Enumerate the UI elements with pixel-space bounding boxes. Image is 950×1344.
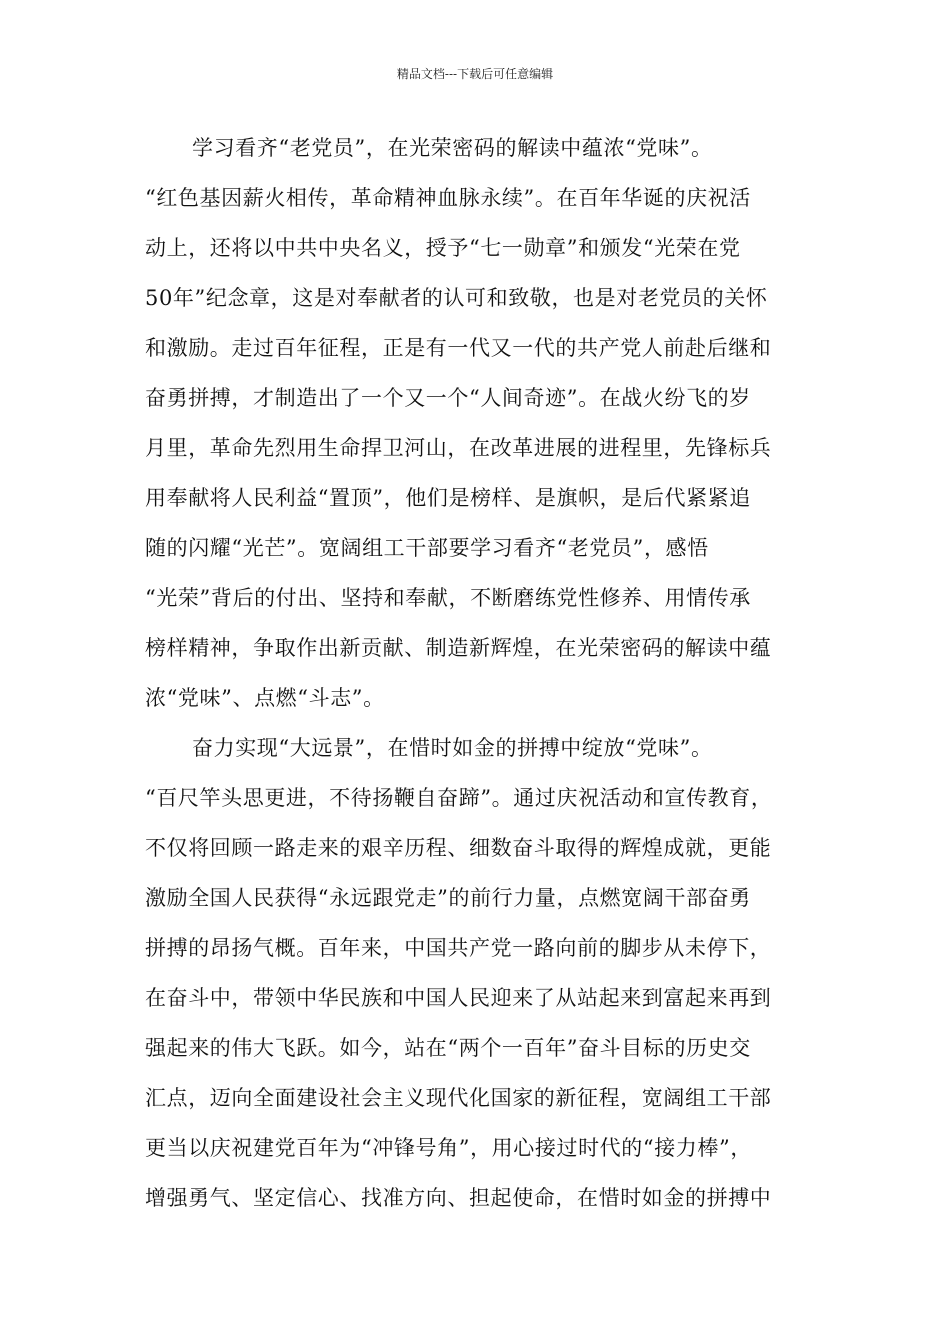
paragraph-1-line-7: 月里，革命先烈用生命捍卫河山，在改革进展的进程里，先锋标兵 bbox=[145, 436, 772, 460]
paragraph-2-line-7: 强起来的伟大飞跃。如今，站在“两个一百年”奋斗目标的历史交 bbox=[145, 1036, 751, 1060]
paragraph-2-line-1: 奋力实现“大远景”，在惜时如金的拼搏中绽放“党味”。 bbox=[192, 736, 713, 760]
paragraph-1-line-10: “光荣”背后的付出、坚持和奉献，不断磨练党性修养、用情传承 bbox=[145, 586, 751, 610]
paragraph-1-line-3: 动上，还将以中共中央名义，授予“七一勋章”和颁发“光荣在党 bbox=[145, 236, 741, 260]
paragraph-1-line-11: 榜样精神，争取作出新贡献、制造新辉煌，在光荣密码的解读中蕴 bbox=[145, 636, 772, 660]
paragraph-2-line-4: 激励全国人民获得“永远跟党走”的前行力量，点燃宽阔干部奋勇 bbox=[145, 886, 751, 910]
paragraph-1-line-2: “红色基因薪火相传，革命精神血脉永续”。在百年华诞的庆祝活 bbox=[145, 186, 751, 210]
paragraph-1-line-9: 随的闪耀“光芒”。宽阔组工干部要学习看齐“老党员”，感悟 bbox=[145, 536, 709, 560]
paragraph-1-line-1: 学习看齐“老党员”，在光荣密码的解读中蕴浓“党味”。 bbox=[192, 136, 713, 160]
paragraph-2-line-9: 更当以庆祝建党百年为“冲锋号角”，用心接过时代的“接力棒”， bbox=[145, 1136, 752, 1160]
paragraph-2-line-3: 不仅将回顾一路走来的艰辛历程、细数奋斗取得的辉煌成就，更能 bbox=[145, 836, 772, 860]
paragraph-1-line-12: 浓“党味”、点燃“斗志”。 bbox=[145, 686, 385, 710]
paragraph-2-line-2: “百尺竿头思更进，不待扬鞭自奋蹄”。通过庆祝活动和宣传教育， bbox=[145, 786, 773, 810]
paragraph-1-line-4: 50年”纪念章，这是对奉献者的认可和致敬，也是对老党员的关怀 bbox=[145, 286, 768, 310]
page-header: 精品文档---下载后可任意编辑 bbox=[396, 67, 554, 81]
paragraph-1-line-6: 奋勇拼搏，才制造出了一个又一个“人间奇迹”。在战火纷飞的岁 bbox=[145, 386, 751, 410]
paragraph-2-line-6: 在奋斗中，带领中华民族和中国人民迎来了从站起来到富起来再到 bbox=[145, 986, 772, 1010]
paragraph-2-line-8: 汇点，迈向全面建设社会主义现代化国家的新征程，宽阔组工干部 bbox=[145, 1086, 772, 1110]
paragraph-1-line-5: 和激励。走过百年征程，正是有一代又一代的共产党人前赴后继和 bbox=[145, 336, 772, 360]
paragraph-2-line-10: 增强勇气、坚定信心、找准方向、担起使命，在惜时如金的拼搏中 bbox=[145, 1186, 772, 1210]
paragraph-1-line-8: 用奉献将人民利益“置顶”，他们是榜样、是旗帜，是后代紧紧追 bbox=[145, 486, 751, 510]
paragraph-2-line-5: 拼搏的昂扬气概。百年来，中国共产党一路向前的脚步从未停下， bbox=[145, 936, 772, 960]
